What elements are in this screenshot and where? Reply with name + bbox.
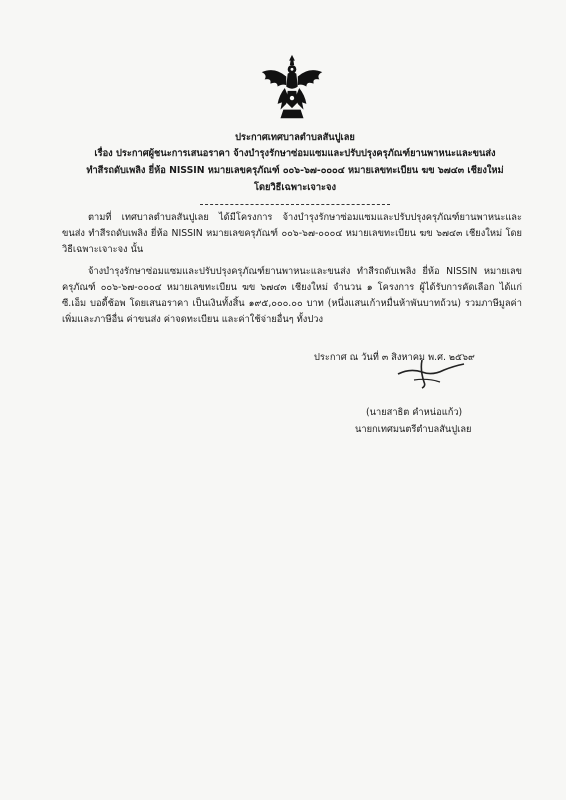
- signature: [392, 356, 468, 390]
- body-paragraph-1: [62, 210, 522, 258]
- paragraph-1-text: ตามที่ เทศบาลตำบลสันปูเลย ได้มีโครงการ จ้างบำรุงรักษาซ่อมแซมและปรับปรุงครุภัณฑ์ยานพาหนะและขนส่ง ทำสีรถดับเพลิง ยี่ห้อ NISSIN หมายเลขครุภัณฑ์ ๐๐๖-๖๗-๐๐๐๔ หมายเลขทะเบียน ฆข ๖๗๔๓ เชียงใหม่ โดยวิธีเฉพาะเจาะจง นั้น: [62, 212, 522, 255]
- subject-line-3: โดยวิธีเฉพาะเจาะจง: [253, 182, 337, 193]
- announcement-date: ประกาศ ณ วันที่ ๓ สิงหาคม พ.ศ. ๒๕๖๙: [314, 352, 475, 363]
- body-paragraph-2: [62, 264, 522, 328]
- signer-name: (นายสาธิต คำหน่อแก้ว): [366, 407, 463, 418]
- announcement-title: ประกาศเทศบาลตำบลสันปูเลย: [235, 132, 355, 143]
- subject-line-2: ทำสีรถดับเพลิง ยี่ห้อ NISSIN หมายเลขครุภัณฑ์ ๐๐๖-๖๗-๐๐๐๔ หมายเลขทะเบียน ฆข ๖๗๔๓ เชียงใหม่: [86, 165, 504, 176]
- garuda-emblem-icon: [256, 52, 328, 124]
- signer-title: นายกเทศมนตรีตำบลสันปูเลย: [355, 424, 472, 435]
- divider-line: [200, 204, 390, 205]
- paragraph-2-text: จ้างบำรุงรักษาซ่อมแซมและปรับปรุงครุภัณฑ์ยานพาหนะและขนส่ง ทำสีรถดับเพลิง ยี่ห้อ NISSIN หมายเลขครุภัณฑ์ ๐๐๖-๖๗-๐๐๐๔ หมายเลขทะเบียน ฆข ๖๗๔๓ เชียงใหม่ จำนวน ๑ โครงการ ผู้ได้รับการคัดเลือก ได้แก่ ซี.เอ็ม บอดี้ช้อพ โดยเสนอราคา เป็นเงินทั้งสิ้น ๑๙๕,๐๐๐.๐๐ บาท (หนึ่งแสนเก้าหมื่นห้าพันบาทถ้วน) รวมภาษีมูลค่าเพิ่มและภาษีอื่น ค่าขนส่ง ค่าจดทะเบียน และค่าใช้จ่ายอื่นๆ ทั้งปวง: [62, 266, 522, 325]
- subject-line-1: เรื่อง ประกาศผู้ชนะการเสนอราคา จ้างบำรุงรักษาซ่อมแซมและปรับปรุงครุภัณฑ์ยานพาหนะและขนส่ง: [94, 148, 496, 159]
